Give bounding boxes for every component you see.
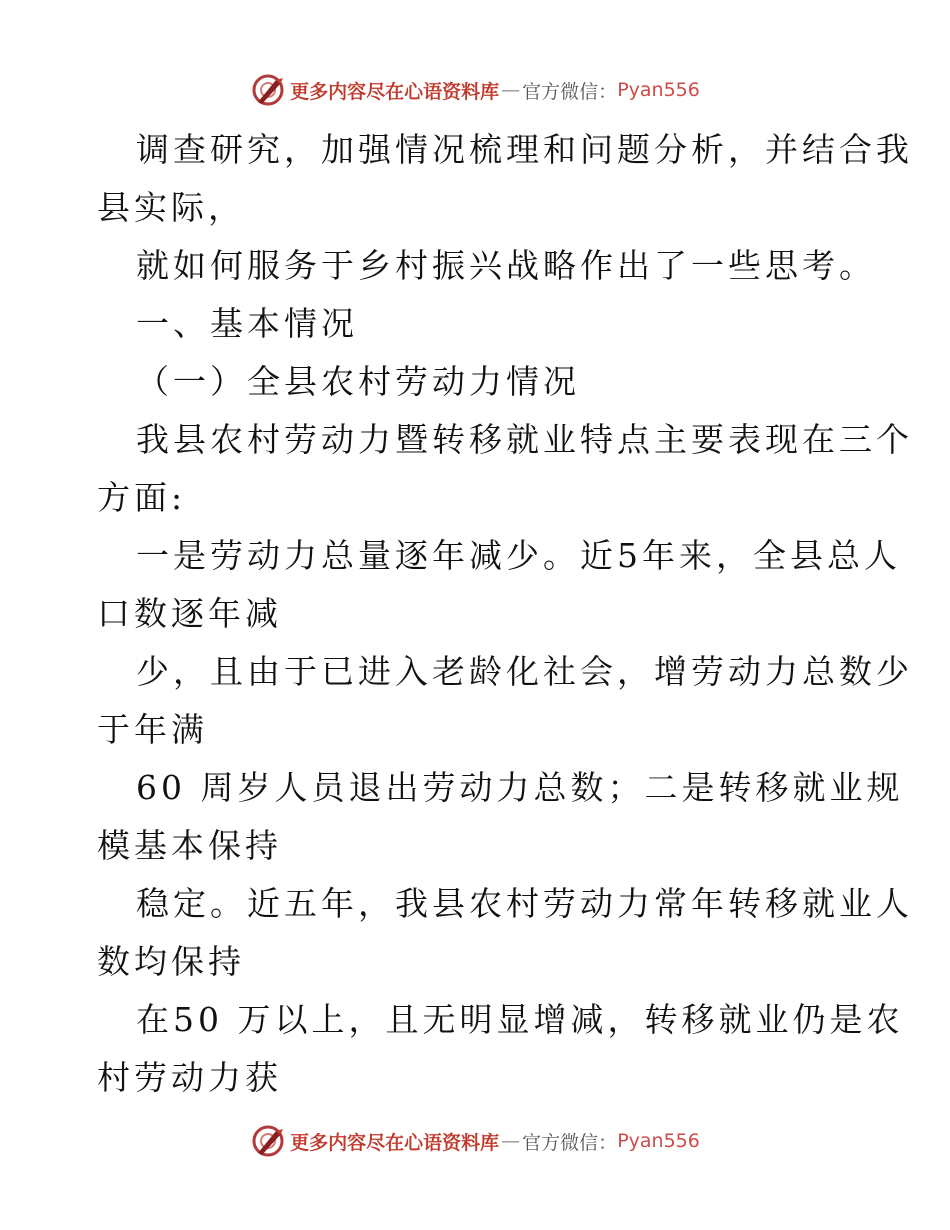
text-line: 60 周岁人员退出劳动力总数；二是转移就业规 <box>136 768 904 807</box>
text-line: 一是劳动力总量逐年减少。近5年来，全县总人 <box>136 536 901 575</box>
text-line: 数均保持 <box>97 942 245 981</box>
text-line: 方面: <box>97 478 187 517</box>
pen-logo-icon <box>250 72 286 108</box>
text-line: 县实际， <box>97 188 245 227</box>
text-line: 就如何服务于乡村振兴战略作出了一些思考。 <box>136 246 876 285</box>
watermark-site-text: 更多内容尽在心语资料库 <box>290 1131 500 1154</box>
watermark-dash: — <box>501 79 521 101</box>
text-line: 我县农村劳动力暨转移就业特点主要表现在三个 <box>136 420 913 459</box>
text-line: 口数逐年减 <box>97 594 282 633</box>
watermark-account-id: Pyan556 <box>617 79 700 101</box>
text-line: 在50 万以上，且无明显增减，转移就业仍是农 <box>136 1000 904 1039</box>
document-body <box>97 121 913 1107</box>
text-line: 一、基本情况 <box>136 304 358 343</box>
text-line: 调查研究，加强情况梳理和问题分析，并结合我 <box>136 130 913 169</box>
watermark-site-text: 更多内容尽在心语资料库 <box>290 80 500 103</box>
watermark-official-label: 官方微信： <box>522 1131 618 1154</box>
text-line: （一）全县农村劳动力情况 <box>136 362 580 401</box>
text-line: 稳定。近五年，我县农村劳动力常年转移就业人 <box>136 884 913 923</box>
text-line: 于年满 <box>97 710 208 749</box>
header-watermark <box>0 70 950 110</box>
watermark-account-id: Pyan556 <box>617 1130 700 1152</box>
text-line: 模基本保持 <box>97 826 282 865</box>
text-line: 村劳动力获 <box>97 1058 282 1097</box>
watermark-official-label: 官方微信： <box>522 80 618 103</box>
footer-watermark <box>0 1121 950 1161</box>
text-line: 少，且由于已进入老龄化社会，增劳动力总数少 <box>136 652 913 691</box>
watermark-dash: — <box>501 1130 521 1152</box>
pen-logo-icon <box>250 1123 286 1159</box>
